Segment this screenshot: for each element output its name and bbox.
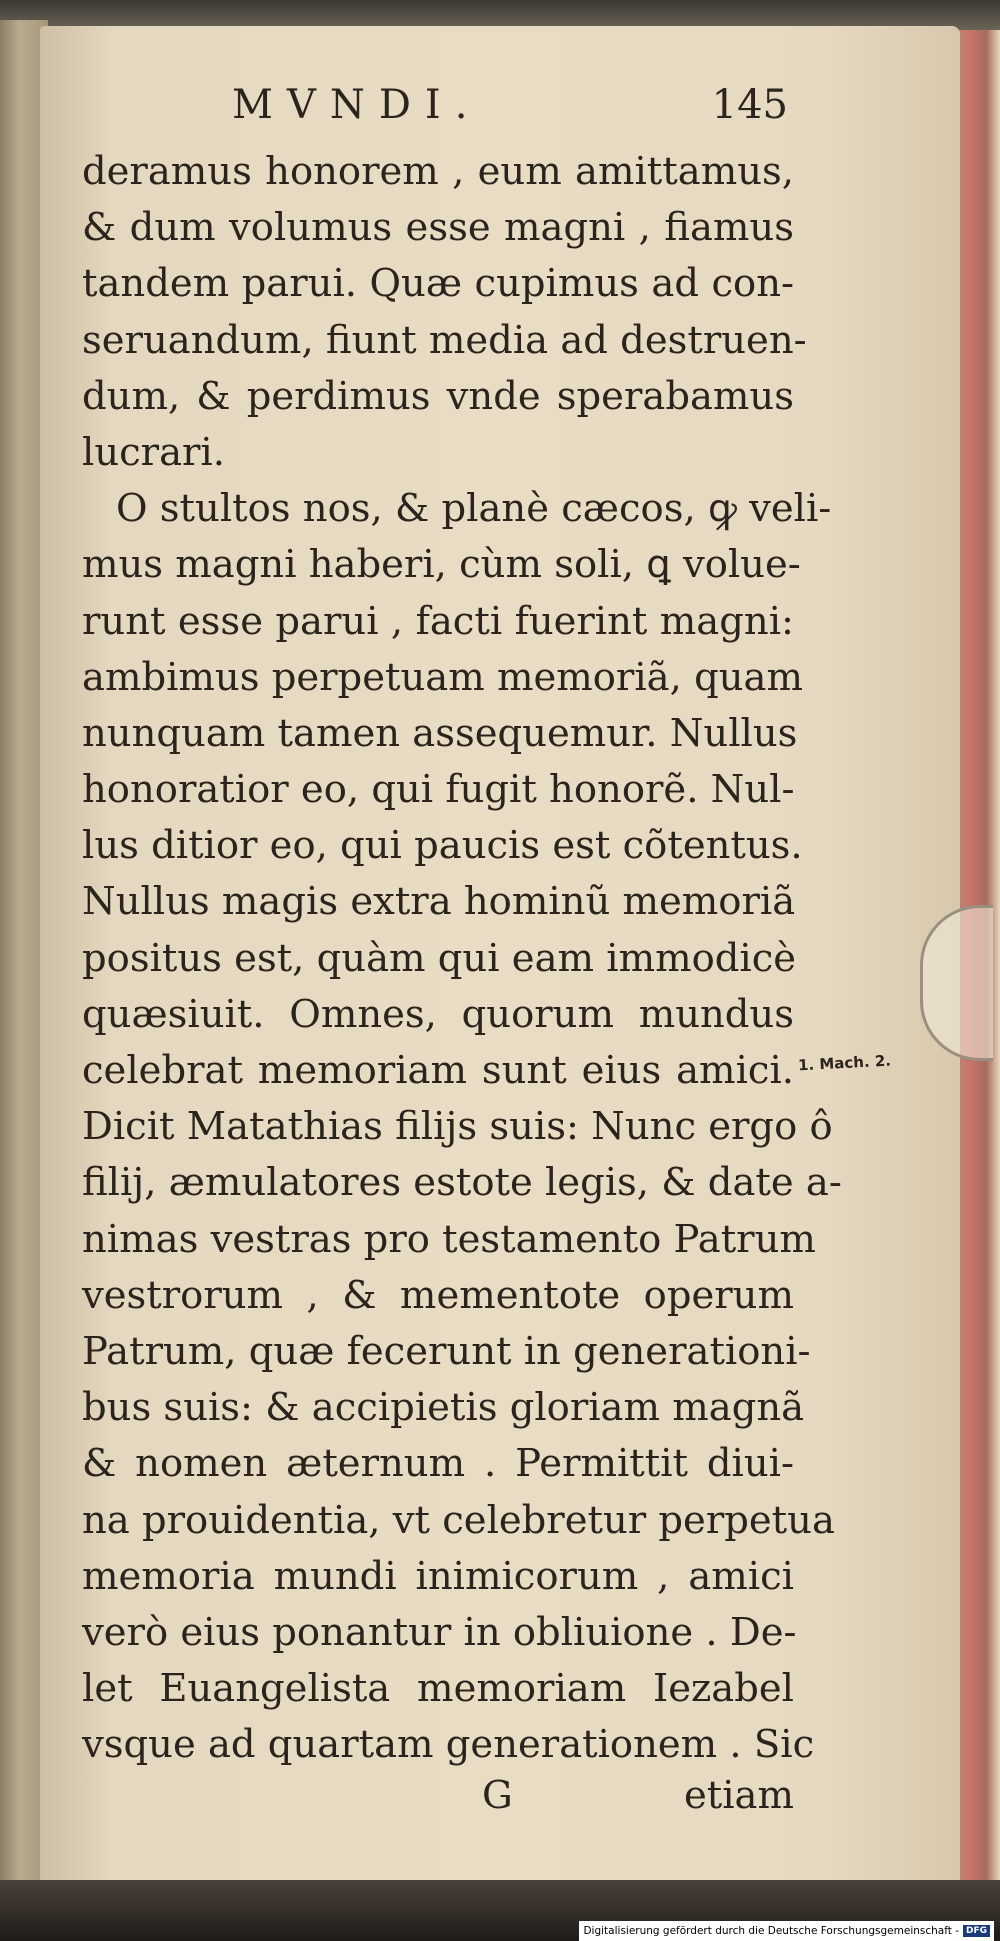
- text-line: deramus honorem , eum amittamus,: [82, 149, 794, 194]
- text-line: positus est, quàm qui eam immodicè: [82, 935, 797, 981]
- text-line: nimas vestras pro testamento Patrum: [82, 1216, 816, 1262]
- text-line: lucrari.: [82, 429, 225, 475]
- text-line: tandem parui. Quæ cupimus ad con-: [82, 261, 794, 307]
- text-line: mus magni haberi, cùm soli, ꝗ volue-: [82, 542, 801, 588]
- running-head: MVNDI.: [232, 82, 482, 128]
- catchword: etiam: [683, 1773, 794, 1819]
- page-header: [82, 82, 802, 144]
- text-block: [82, 82, 842, 1829]
- dfg-logo: DFG: [963, 1925, 990, 1937]
- text-line: dum, & perdimus vnde sperabamus: [82, 373, 794, 419]
- text-line: ambimus perpetuam memoriã, quam: [82, 654, 803, 700]
- text-line: lus ditior eo, qui paucis est cõtentus.: [82, 823, 803, 869]
- page-number: 145: [711, 82, 788, 128]
- text-line: Patrum, quæ fecerunt in generationi-: [82, 1328, 811, 1374]
- page-footer: [82, 1773, 802, 1829]
- text-line: let Euangelista memoriam Iezabel: [82, 1666, 794, 1712]
- digitization-credit: [579, 1921, 994, 1941]
- text-line: celebrat memoriam sunt eius amici.: [82, 1048, 794, 1093]
- signature-mark: G: [482, 1773, 513, 1819]
- text-line: bus suis: & accipietis gloriam magnã: [82, 1385, 805, 1431]
- text-line: & nomen æternum . Permittit diui-: [82, 1441, 794, 1487]
- text-line: & dum volumus esse magni , fiamus: [82, 205, 794, 251]
- credit-text: Digitalisierung gefördert durch die Deutsche Forschungsgemeinschaft -: [583, 1925, 959, 1937]
- text-line: memoria mundi inimicorum , amici: [82, 1553, 794, 1599]
- text-line: seruandum, fiunt media ad destruen-: [82, 317, 807, 363]
- text-line: Nullus magis extra hominũ memoriã: [82, 879, 796, 925]
- text-line: runt esse parui , facti fuerint magni:: [82, 598, 794, 644]
- text-line: O stultos nos, & planè cæcos, ꝙ veli-: [116, 486, 832, 532]
- book-page: [40, 26, 960, 1881]
- text-line: honoratior eo, qui fugit honorẽ. Nul-: [82, 767, 795, 813]
- text-line: vestrorum , & mementote operum: [82, 1272, 794, 1318]
- text-line: nunquam tamen assequemur. Nullus: [82, 710, 798, 756]
- text-line: verò eius ponantur in obliuione . De-: [82, 1609, 797, 1655]
- text-line: na prouidentia, vt celebretur perpetua: [82, 1497, 835, 1543]
- text-line: vsque ad quartam generationem . Sic: [82, 1722, 815, 1768]
- text-line: quæsiuit. Omnes, quorum mundus: [82, 991, 794, 1037]
- marginal-note: 1. Mach. 2.: [797, 1051, 892, 1075]
- text-line: filij, æmulatores estote legis, & date a-: [82, 1160, 842, 1206]
- text-line: Dicit Matathias filijs suis: Nunc ergo ô: [82, 1104, 833, 1150]
